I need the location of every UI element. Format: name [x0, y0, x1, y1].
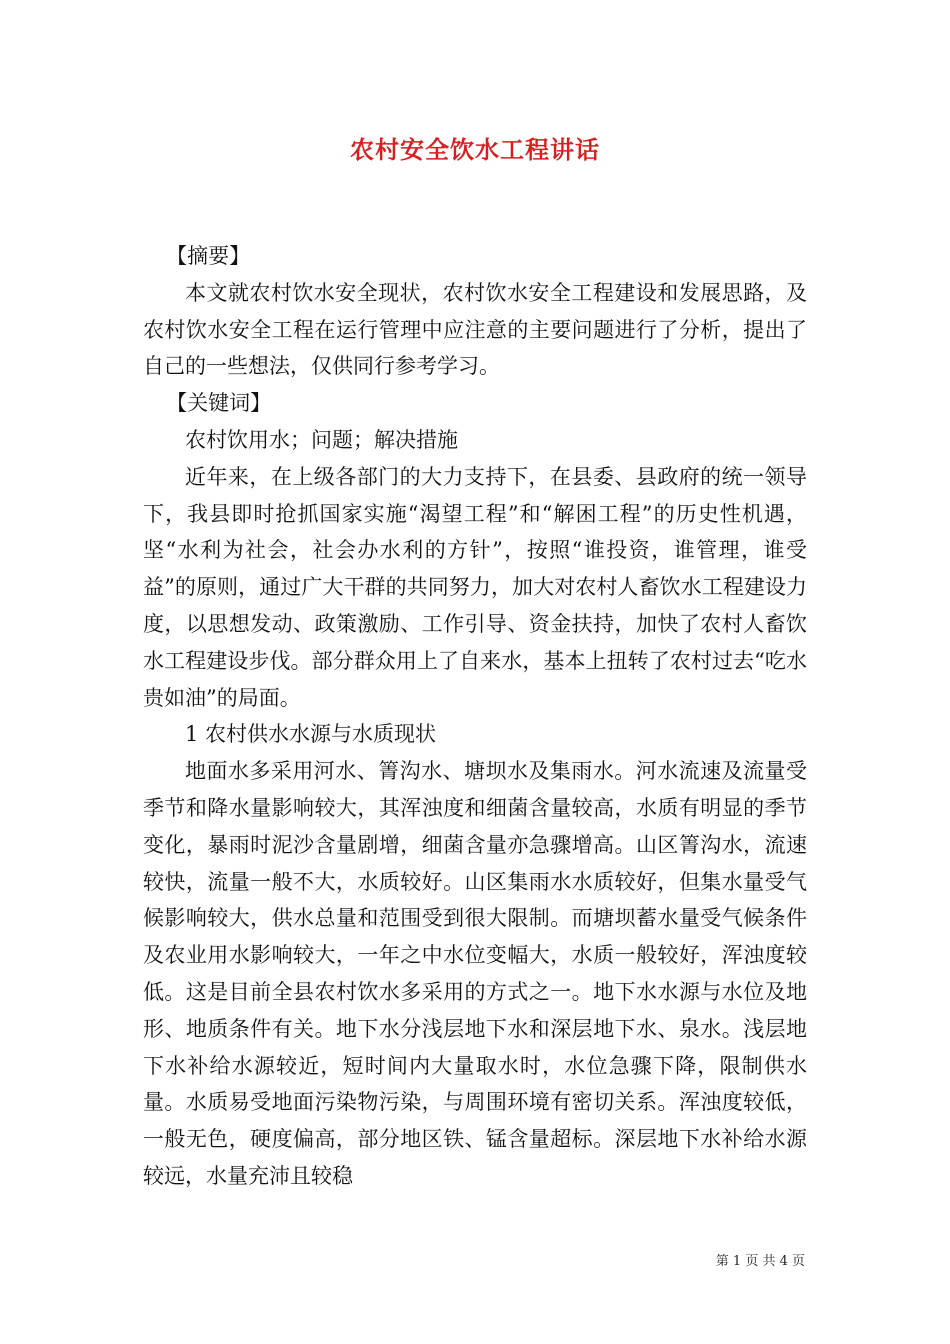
document-body [143, 238, 807, 1195]
section-heading: 1 农村供水水源与水质现状 [185, 722, 437, 747]
abstract-paragraph: 本文就农村饮水安全现状，农村饮水安全工程建设和发展思路，及农村饮水安全工程在运行管理中应注意的主要问题进行了分析，提出了自己的一些想法，仅供同行参考学习。 [143, 280, 807, 379]
keywords-label: 【关键词】 [166, 391, 272, 416]
section-paragraph: 地面水多采用河水、箐沟水、塘坝水及集雨水。河水流速及流量受季节和降水量影响较大，其浑浊度和细菌含量较高，水质有明显的季节变化，暴雨时泥沙含量剧增，细菌含量亦急骤增高。山区箐沟水，流速较快，流量一般不大，水质较好。山区集雨水水质较好，但集水量受气候影响较大，供水总量和范围受到很大限制。而塘坝蓄水量受气候条件及农业用水影响较大，一年之中水位变幅大，水质一般较好，浑浊度较低。这是目前全县农村饮水多采用的方式之一。地下水水源与水位及地形、地质条件有关。地下水分浅层地下水和深层地下水、泉水。浅层地下水补给水源较近，短时间内大量取水时，水位急骤下降，限制供水量。水质易受地面污染物污染，与周围环境有密切关系。浑浊度较低，一般无色，硬度偏高，部分地区铁、锰含量超标。深层地下水补给水源较远，水量充沛且较稳 [143, 759, 807, 1188]
page-indicator: 第 1 页 共 4 页 [715, 1254, 805, 1269]
abstract-label: 【摘要】 [166, 244, 251, 268]
document-title: 农村安全饮水工程讲话 [350, 135, 600, 164]
intro-paragraph: 近年来，在上级各部门的大力支持下，在县委、县政府的统一领导下，我县即时抢抓国家实施“渴望工程”和“解困工程”的历史性机遇，坚“水利为社会，社会办水利的方针”，按照“谁投资，谁管理，谁受益”的原则，通过广大干群的共同努力，加大对农村人畜饮水工程建设力度，以思想发动、政策激励、工作引导、资金扶持，加快了农村人畜饮水工程建设步伐。部分群众用上了自来水，基本上扭转了农村过去“吃水贵如油”的局面。 [143, 464, 807, 710]
keywords-paragraph: 农村饮用水；问题；解决措施 [185, 427, 458, 452]
